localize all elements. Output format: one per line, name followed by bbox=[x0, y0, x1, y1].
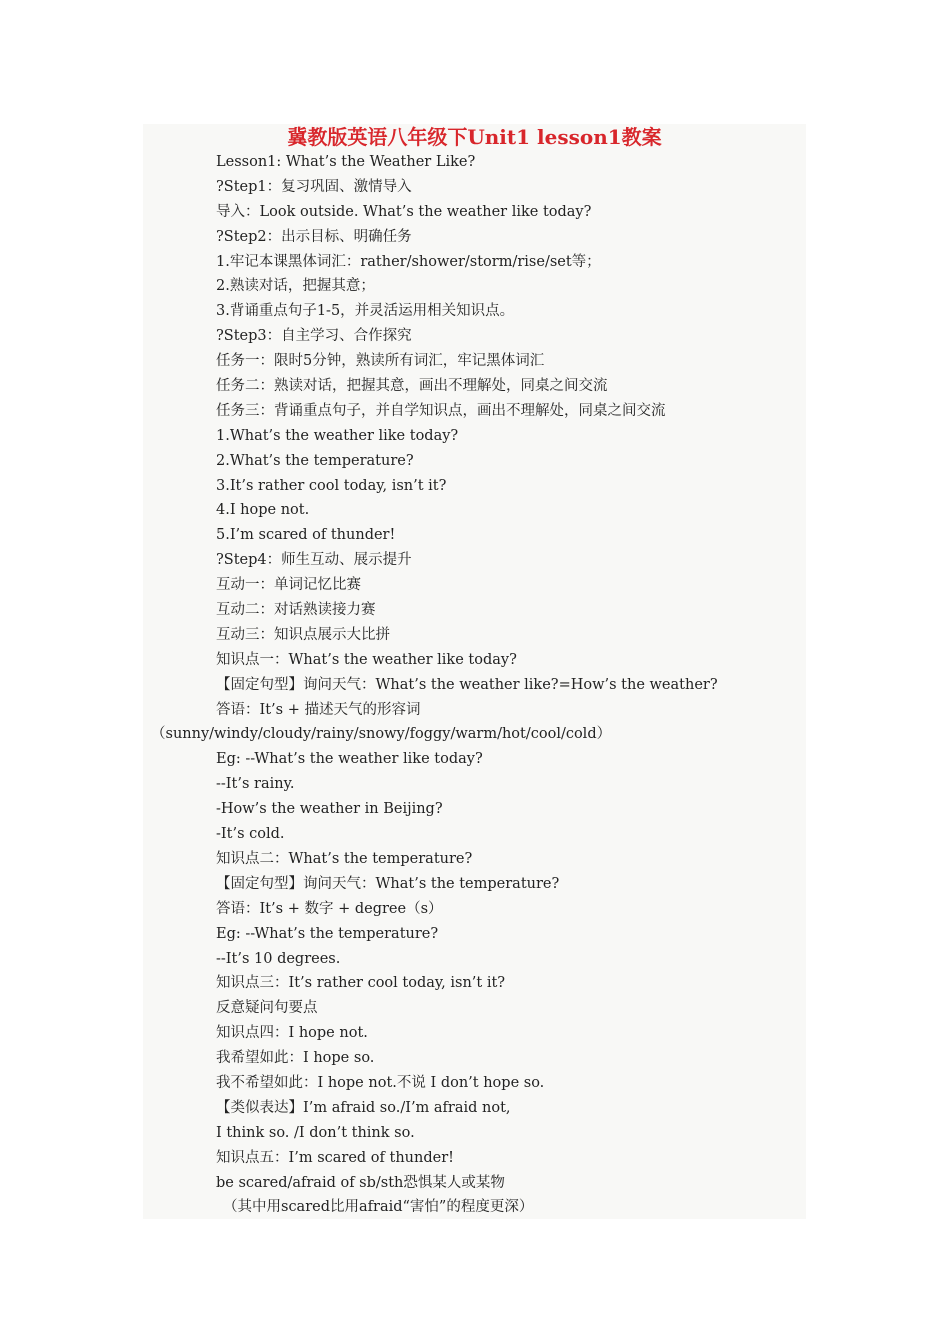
text-line: 【固定句型】询问天气：What’s the weather like?=How’s the weather? bbox=[216, 676, 718, 693]
text-line: 反意疑问句要点 bbox=[216, 1000, 318, 1017]
text-line: --It’s 10 degrees. bbox=[216, 950, 341, 967]
text-line: 导入：Look outside. What’s the weather like today? bbox=[216, 203, 592, 220]
text-line: ?Step1：复习巩固、激情导入 bbox=[216, 178, 412, 195]
text-line: 知识点五：I’m scared of thunder! bbox=[216, 1149, 454, 1166]
text-line: 答语：It’s + 数字 + degree（s） bbox=[216, 900, 443, 917]
text-line: 2.熟读对话，把握其意； bbox=[216, 278, 375, 295]
text-line: -It’s cold. bbox=[216, 826, 285, 843]
document-page bbox=[143, 124, 806, 1219]
text-line: ?Step4：师生互动、展示提升 bbox=[216, 552, 412, 569]
text-line: I think so. /I don’t think so. bbox=[216, 1124, 415, 1141]
text-line: Eg: --What’s the temperature? bbox=[216, 925, 439, 942]
text-line: be scared/afraid of sb/sth恐惧某人或某物 bbox=[216, 1174, 505, 1191]
text-line: Eg: --What’s the weather like today? bbox=[216, 751, 483, 768]
page-title: 冀教版英语八年级下Unit1 lesson1教案 bbox=[287, 125, 662, 149]
text-line: 3.It’s rather cool today, isn’t it? bbox=[216, 477, 447, 494]
text-line: --It’s rainy. bbox=[216, 776, 295, 793]
text-line: 【固定句型】询问天气：What’s the temperature? bbox=[216, 875, 560, 892]
text-line: 知识点二：What’s the temperature? bbox=[216, 850, 473, 867]
text-line: 任务二：熟读对话，把握其意，画出不理解处，同桌之间交流 bbox=[216, 378, 608, 395]
text-line: 3.背诵重点句子1-5，并灵活运用相关知识点。 bbox=[216, 303, 515, 320]
text-line: 任务一：限时5分钟，熟读所有词汇，牢记黑体词汇 bbox=[216, 353, 545, 370]
text-line: 【类似表达】I’m afraid so./I’m afraid not, bbox=[216, 1099, 511, 1116]
text-line: 任务三：背诵重点句子，并自学知识点，画出不理解处，同桌之间交流 bbox=[216, 402, 666, 419]
text-line: （sunny/windy/cloudy/rainy/snowy/foggy/warm/hot/cool/cold） bbox=[151, 726, 612, 743]
text-line: 知识点四：I hope not. bbox=[216, 1025, 368, 1042]
text-line: -How’s the weather in Beijing? bbox=[216, 801, 443, 818]
text-line: 互动一：单词记忆比赛 bbox=[216, 577, 361, 594]
text-line: 1.What’s the weather like today? bbox=[216, 427, 459, 444]
text-line: 5.I’m scared of thunder! bbox=[216, 527, 396, 544]
text-line: 互动二：对话熟读接力赛 bbox=[216, 602, 376, 619]
text-line: 4.I hope not. bbox=[216, 502, 310, 519]
text-line: ?Step2：出示目标、明确任务 bbox=[216, 228, 412, 245]
text-line: 我希望如此：I hope so. bbox=[216, 1050, 375, 1067]
text-line: 2.What’s the temperature? bbox=[216, 452, 414, 469]
text-line: ?Step3：自主学习、合作探究 bbox=[216, 328, 412, 345]
text-line: 答语：It’s + 描述天气的形容词 bbox=[216, 701, 421, 718]
body-text bbox=[143, 150, 806, 1220]
text-line: 互动三：知识点展示大比拼 bbox=[216, 626, 390, 643]
text-line: Lesson1: What’s the Weather Like? bbox=[216, 154, 476, 170]
text-line: 知识点三：It’s rather cool today, isn’t it? bbox=[216, 975, 506, 992]
text-line: （其中用scared比用afraid“害怕”的程度更深） bbox=[223, 1199, 534, 1216]
text-line: 我不希望如此：I hope not.不说 I don’t hope so. bbox=[216, 1074, 545, 1091]
text-line: 知识点一：What’s the weather like today? bbox=[216, 651, 517, 668]
text-line: 1.牢记本课黑体词汇：rather/shower/storm/rise/set等； bbox=[216, 253, 601, 270]
